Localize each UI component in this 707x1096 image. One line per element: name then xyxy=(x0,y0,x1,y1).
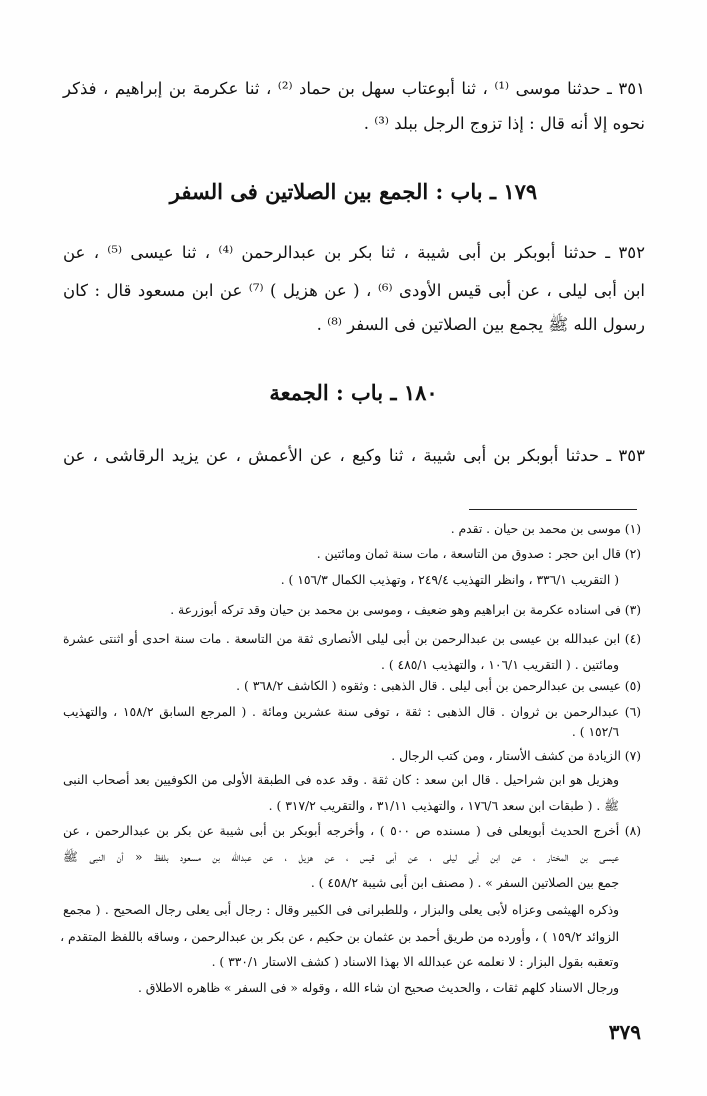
chapter-heading-180: ١٨٠ ـ باب : الجمعة xyxy=(269,380,438,405)
footnote-3: (٣) فى اسناده عكرمة بن ابراهيم وهو ضعيف ، وموسى بن محمد بن حيان وقد تركه أبوزرعة . xyxy=(170,603,641,617)
footnote-7-cont-2: ﷺ . ( طبقات ابن سعد ١٧٦/٦ ، والتهذيب ٣١/١١ ، والتقريب ٣١٧/٢ ) . xyxy=(268,799,619,813)
footnote-6: (٦) عبدالرحمن بن ثروان . قال الذهبى : ثقة ، توفى سنة عشرين ومائة . ( المرجع السابق ١٥٨/٢ ، والتهذيب xyxy=(63,705,641,719)
footnote-7: (٧) الزيادة من كشف الأستار ، ومن كتب الرجال . xyxy=(391,749,641,763)
footnote-divider xyxy=(469,509,637,510)
footnote-4-cont: ومائتين . ( التقريب ١٠٦/١ ، والتهذيب ٤٨٥/١ ) . xyxy=(381,658,619,672)
footnote-8-cont-2: جمع بين الصلاتين السفر » . ( مصنف ابن أبى شيبة ٤٥٨/٢ ) . xyxy=(310,876,619,890)
hadith-353-line-1: ٣٥٣ ـ حدثنا أبوبكر بن أبى شيبة ، ثنا وكيع ، عن الأعمش ، عن يزيد الرقاشى ، عن xyxy=(63,446,645,465)
page-number: ٣٧٩ xyxy=(608,1020,641,1044)
footnote-2: (٢) قال ابن حجر : صدوق من التاسعة ، مات سنة ثمان ومائتين . xyxy=(316,547,641,561)
footnote-7-cont: وهزيل هو ابن شراحيل . قال ابن سعد : كان ثقة . وقد عده فى الطبقة الأولى من الكوفيين بعد أصحاب النبى xyxy=(63,773,619,787)
hadith-351-line-2: نحوه إلا أنه قال : إذا تزوج الرجل ببلد ⁽³⁾ . xyxy=(363,114,645,133)
footnote-8: (٨) أخرج الحديث أبويعلى فى ( مسنده ص ٥٠٠ ) ، وأخرجه أبوبكر بن أبى شيبة عن بكر بن عبدالرحمن ، عن xyxy=(63,824,641,838)
footnote-6-cont: ١٥٢/٦ ) . xyxy=(571,725,619,739)
hadith-352-line-3: رسول الله ﷺ يجمع بين الصلاتين فى السفر ⁽⁸⁾ . xyxy=(316,315,645,334)
hadith-352-line-2: ابن أبى ليلى ، عن أبى قيس الأودى ⁽⁶⁾ ، ( عن هزيل ) ⁽⁷⁾ عن ابن مسعود قال : كان xyxy=(63,281,646,300)
chapter-heading-179: ١٧٩ ـ باب : الجمع بين الصلاتين فى السفر xyxy=(169,179,538,204)
footnote-2-cont: ( التقريب ٣٣٦/١ ، وانظر التهذيب ٢٤٩/٤ ، وتهذيب الكمال ١٥٦/٣ ) . xyxy=(280,573,619,587)
footnote-5: (٥) عيسى بن عبدالرحمن بن أبى ليلى . قال الذهبى : وثقوه ( الكاشف ٣٦٨/٢ ) . xyxy=(236,679,641,693)
footnote-1: (١) موسى بن محمد بن حيان . تقدم . xyxy=(450,522,641,536)
footnote-8-cont: عيسى بن المختار ، عن ابن أبى ليلى ، عن أبى قيس ، عن هزيل ، عن عبدالله بن مسعود بلفظ « أن النبى ﷺ xyxy=(63,850,619,864)
footnote-8-cont-6: ورجال الاسناد كلهم ثقات ، والحديث صحيح ان شاء الله ، وقوله « فى السفر » ظاهره الاطلاق . xyxy=(137,981,619,995)
footnote-8-cont-3: وذكره الهيثمى وعزاه لأبى يعلى والبزار ، وللطبرانى فى الكبير وقال : رجال أبى يعلى رجال الصحيح . ( مجمع xyxy=(63,903,619,917)
footnote-8-cont-4: الزوائد ١٥٩/٢ ) ، وأورده من طريق أحمد بن عثمان بن حكيم ، عن بكر بن عبدالرحمن ، وساقه باللفظ المتقدم ، xyxy=(60,930,619,944)
footnote-4: (٤) ابن عبدالله بن عيسى بن عبدالرحمن بن أبى ليلى الأنصارى ثقة من التاسعة . مات سنة احدى أو اثنتى عشرة xyxy=(63,632,641,646)
footnote-8-cont-5: وتعقبه بقول البزار : لا نعلمه عن عبدالله الا بهذا الاسناد ( كشف الاستار ٣٣٠/١ ) . xyxy=(211,955,619,969)
hadith-352-line-1: ٣٥٢ ـ حدثنا أبوبكر بن أبى شيبة ، ثنا بكر بن عبدالرحمن ⁽⁴⁾ ، ثنا عيسى ⁽⁵⁾ ، عن xyxy=(63,243,646,262)
hadith-351-line-1: ٣٥١ ـ حدثنا موسى ⁽¹⁾ ، ثنا أبوعتاب سهل بن حماد ⁽²⁾ ، ثنا عكرمة بن إبراهيم ، فذكر xyxy=(63,79,645,98)
